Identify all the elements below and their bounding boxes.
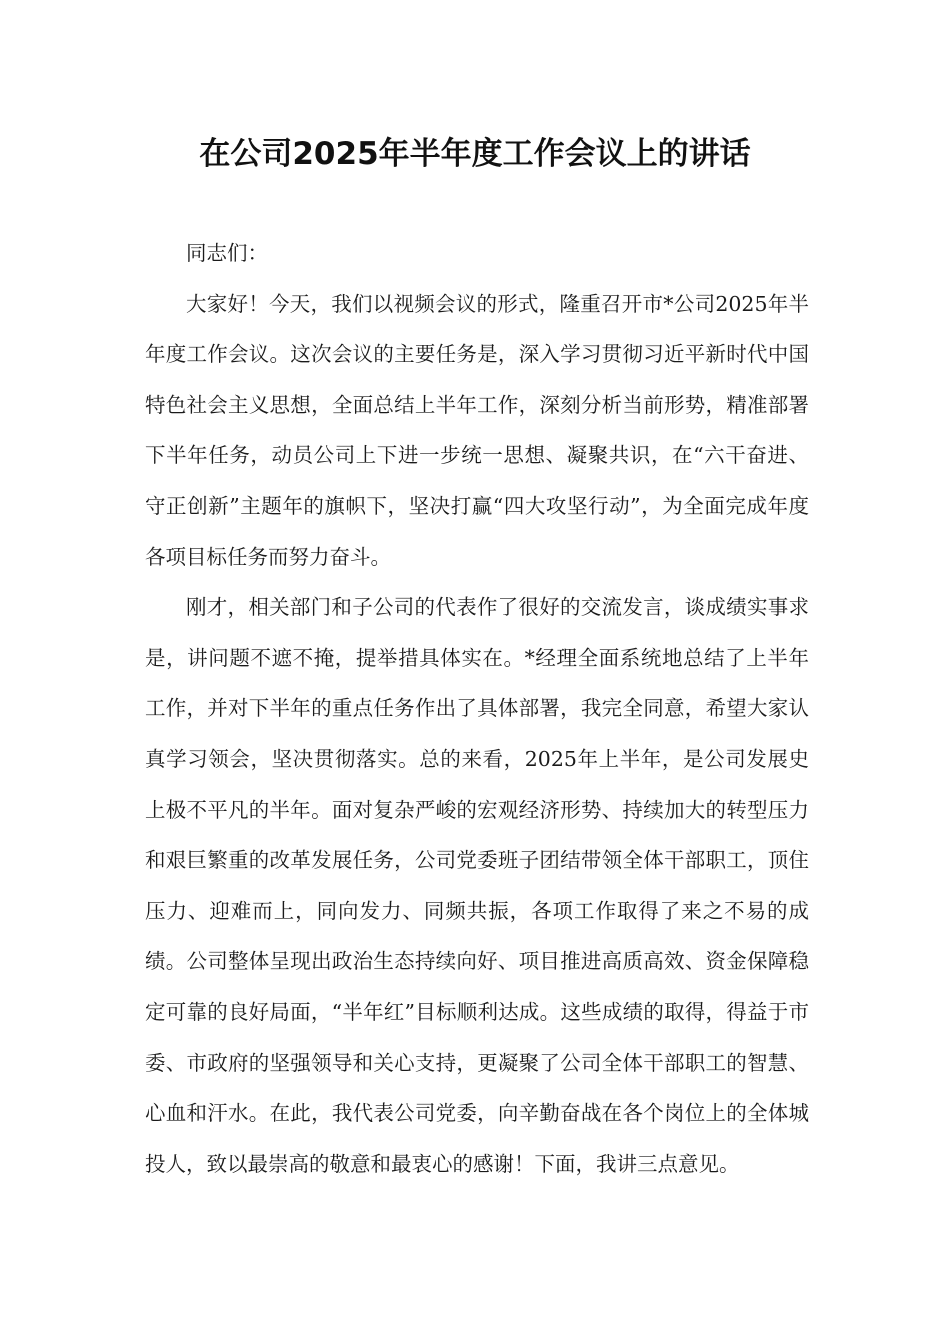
paragraph-review: 刚才，相关部门和子公司的代表作了很好的交流发言，谈成绩实事求是，讲问题不遮不掩，提举措具体实在。*经理全面系统地总结了上半年工作，并对下半年的重点任务作出了具体部署，我完全同意，希望大家认真学习领会，坚决贯彻落实。总的来看，2025年上半年，是公司发展史上极不平凡的半年。面对复杂严峻的宏观经济形势、持续加大的转型压力和艰巨繁重的改革发展任务，公司党委班子团结带领全体干部职工，顶住压力、迎难而上，同向发力、同频共振，各项工作取得了来之不易的成绩。公司整体呈现出政治生态持续向好、项目推进高质高效、资金保障稳定可靠的良好局面，“半年红”目标顺利达成。这些成绩的取得，得益于市委、市政府的坚强领导和关心支持，更凝聚了公司全体干部职工的智慧、心血和汗水。在此，我代表公司党委，向辛勤奋战在各个岗位上的全体城投人，致以最崇高的敬意和最衷心的感谢！下面，我讲三点意见。 [145,595,809,1176]
paragraph-opening: 大家好！今天，我们以视频会议的形式，隆重召开市*公司2025年半年度工作会议。这次会议的主要任务是，深入学习贯彻习近平新时代中国特色社会主义思想，全面总结上半年工作，深刻分析当前形势，精准部署下半年任务，动员公司上下进一步统一思想、凝聚共识，在“六干奋进、守正创新”主题年的旗帜下，坚决打赢“四大攻坚行动”，为全面完成年度各项目标任务而努力奋斗。 [145,291,809,569]
document-title: 在公司2025年半年度工作会议上的讲话 [199,136,751,172]
salutation: 同志们： [186,241,268,265]
document-body [145,228,809,1189]
